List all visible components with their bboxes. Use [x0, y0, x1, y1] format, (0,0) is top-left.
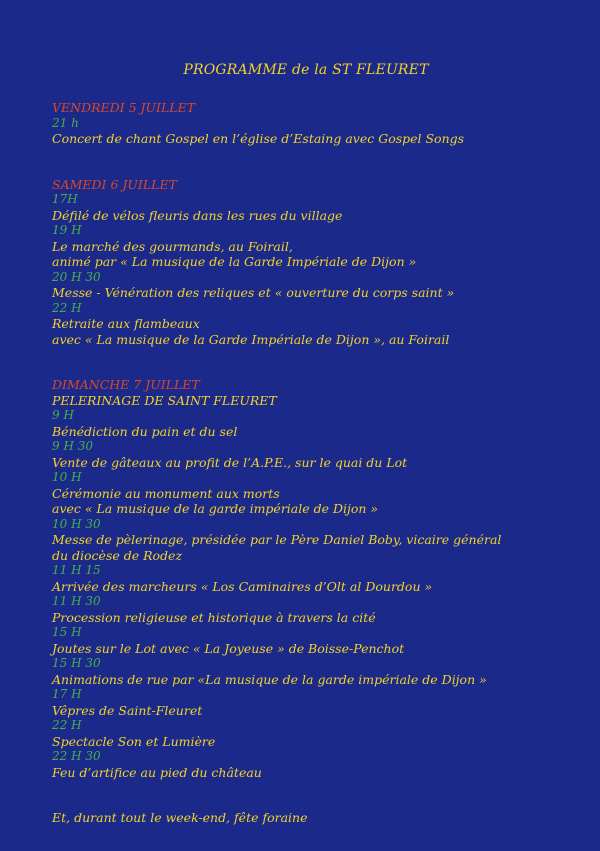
event-time: 9 H 30	[52, 439, 93, 453]
event-item	[52, 439, 560, 470]
day-subtitle: PELERINAGE DE SAINT FLEURET	[52, 392, 277, 408]
event-description: Retraite aux flambeaux	[52, 316, 200, 331]
day-heading: VENDREDI 5 JUILLET	[52, 100, 196, 115]
page-title: PROGRAMME de la ST FLEURET	[183, 62, 429, 78]
event-description: animé par « La musique de la Garde Impériale de Dijon »	[52, 254, 417, 269]
event-time: 9 H	[52, 408, 74, 422]
event-description: Bénédiction du pain et du sel	[52, 423, 238, 439]
event-item	[52, 656, 560, 687]
event-item	[52, 192, 560, 223]
event-time: 17 H	[52, 687, 82, 701]
event-description: Spectacle Son et Lumière	[52, 733, 216, 749]
event-time: 22 H 30	[52, 749, 101, 763]
day-heading: SAMEDI 6 JUILLET	[52, 176, 177, 192]
footer-note: Et, durant tout le week-end, fête foraine	[52, 810, 308, 825]
event-description: Animations de rue par «La musique de la garde impériale de Dijon »	[52, 671, 487, 687]
event-description: Procession religieuse et historique à travers la cité	[52, 609, 376, 625]
day-section	[52, 100, 560, 147]
event-time: 19 H	[52, 223, 82, 237]
event-description: avec « La musique de la Garde Impériale de Dijon », au Foirail	[52, 331, 450, 347]
event-description: avec « La musique de la garde impériale de Dijon »	[52, 501, 379, 516]
event-time: 22 H	[52, 300, 82, 315]
event-item	[52, 408, 560, 439]
event-item	[52, 749, 560, 780]
event-time: 10 H	[52, 470, 82, 484]
event-item	[52, 594, 560, 625]
event-item	[52, 223, 560, 270]
event-description: Joutes sur le Lot avec « La Joyeuse » de Boisse-Penchot	[52, 640, 405, 656]
event-description: Le marché des gourmands, au Foirail,	[52, 238, 293, 254]
event-time: 21 h	[52, 115, 79, 130]
event-time: 15 H	[52, 625, 82, 639]
event-time: 11 H 15	[52, 563, 101, 577]
event-description: Concert de chant Gospel en l’église d’Estaing avec Gospel Songs	[52, 131, 465, 146]
event-item	[52, 301, 560, 348]
event-item	[52, 270, 560, 301]
event-description: Vêpres de Saint-Fleuret	[52, 702, 203, 718]
event-time: 10 H 30	[52, 516, 101, 531]
event-description: Feu d’artifice au pied du château	[52, 764, 262, 780]
programme-days	[52, 100, 560, 780]
event-item	[52, 470, 560, 517]
day-section	[52, 177, 560, 348]
event-item	[52, 517, 560, 564]
day-section	[52, 377, 560, 780]
event-item	[52, 687, 560, 718]
event-time: 20 H 30	[52, 269, 101, 284]
event-description: Messe de pèlerinage, présidée par le Père Daniel Boby, vicaire général	[52, 532, 502, 547]
event-item	[52, 625, 560, 656]
event-time: 22 H	[52, 718, 82, 732]
event-description: Cérémonie au monument aux morts	[52, 485, 280, 501]
event-time: 17H	[52, 192, 78, 206]
event-time: 15 H 30	[52, 656, 101, 670]
event-item	[52, 563, 560, 594]
event-description: Messe - Vénération des reliques et « ouverture du corps saint »	[52, 285, 455, 300]
event-description: du diocèse de Rodez	[52, 547, 183, 563]
event-item	[52, 116, 560, 147]
event-description: Arrivée des marcheurs « Los Caminaires d’Olt al Dourdou »	[52, 578, 433, 594]
event-description: Vente de gâteaux au profit de l’A.P.E., sur le quai du Lot	[52, 454, 408, 470]
event-time: 11 H 30	[52, 594, 101, 608]
event-item	[52, 718, 560, 749]
day-heading: DIMANCHE 7 JUILLET	[52, 377, 200, 392]
event-description: Défilé de vélos fleuris dans les rues du village	[52, 207, 343, 223]
